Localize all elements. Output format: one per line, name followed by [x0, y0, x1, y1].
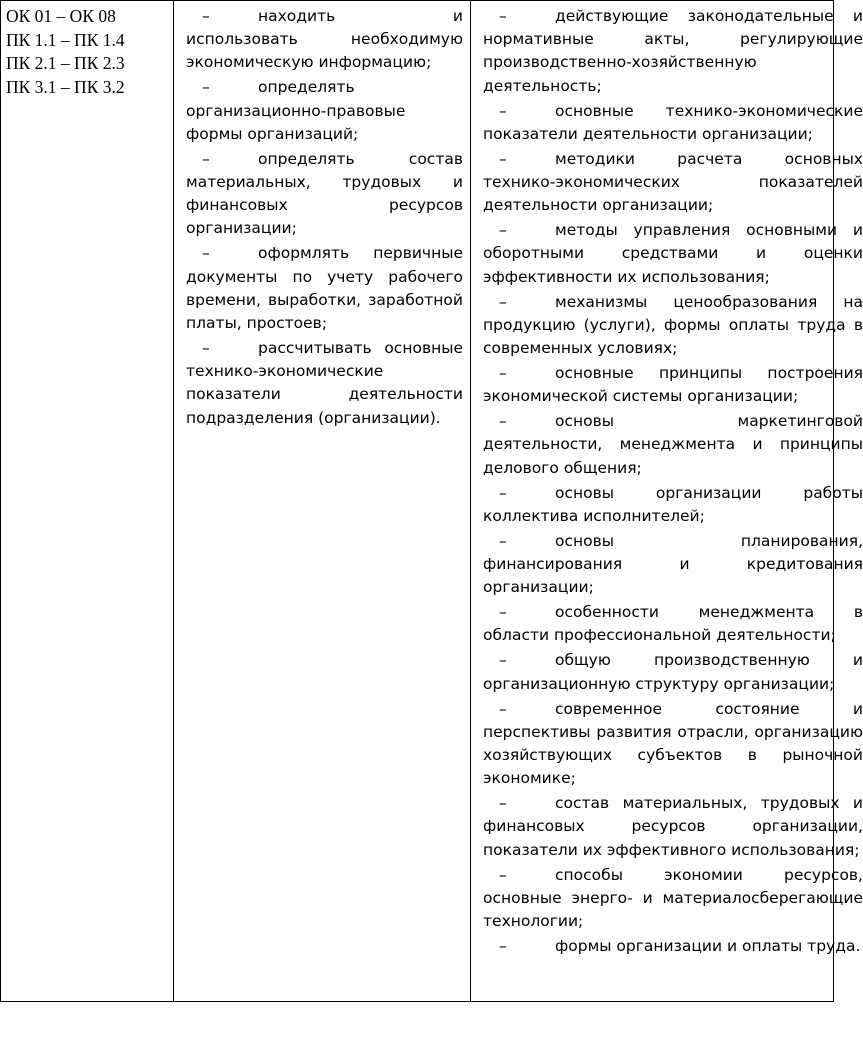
- list-item: [483, 792, 863, 862]
- competency-codes: [1, 1, 173, 99]
- list-item: [186, 5, 463, 75]
- table-row: [1, 1, 834, 1002]
- knowledge-list: [471, 1, 863, 958]
- list-item-text: общую производственную и организационную структуру организации;: [483, 651, 863, 693]
- list-item: [186, 242, 463, 335]
- skills-cell: [174, 1, 471, 1002]
- dash-bullet: –: [499, 483, 507, 502]
- list-item: [186, 337, 463, 430]
- code-line: ОК 01 – ОК 08: [6, 6, 116, 26]
- list-item: [483, 530, 863, 600]
- list-item-text: основы организации работы коллектива исполнителей;: [483, 483, 863, 525]
- knowledge-cell: [471, 1, 863, 1002]
- dash-bullet: –: [499, 794, 507, 813]
- list-item: [483, 100, 863, 146]
- list-item: [483, 362, 863, 408]
- dash-bullet: –: [202, 149, 210, 168]
- list-item-text: способы экономии ресурсов, основные энерго- и материалосберегающие технологии;: [483, 865, 863, 931]
- list-item: [483, 601, 863, 647]
- list-item: [483, 5, 863, 98]
- list-item-text: основы планирования, финансирования и кредитования организации;: [483, 531, 863, 597]
- list-item: [483, 410, 863, 480]
- dash-bullet: –: [499, 937, 507, 956]
- list-item-text: современное состояние и перспективы развития отрасли, организацию хозяйствующих субъектов в рыночной экономике;: [483, 699, 863, 788]
- dash-bullet: –: [202, 78, 210, 97]
- list-item: [483, 649, 863, 695]
- dash-bullet: –: [499, 699, 507, 718]
- code-line: ПК 3.1 – ПК 3.2: [6, 76, 125, 97]
- list-item-text: рассчитывать основные технико-экономические показатели деятельности подразделения (организации).: [186, 339, 463, 427]
- skills-list: [174, 1, 470, 430]
- list-item-text: определять организационно-правовые формы организаций;: [186, 78, 406, 143]
- codes-cell: [1, 1, 174, 1002]
- dash-bullet: –: [499, 221, 507, 240]
- list-item-text: основы маркетинговой деятельности, менеджмента и принципы делового общения;: [483, 412, 863, 477]
- dash-bullet: –: [499, 101, 507, 120]
- list-item: [483, 698, 863, 791]
- dash-bullet: –: [499, 412, 507, 431]
- list-item-text: особенности менеджмента в области профессиональной деятельности;: [483, 603, 863, 645]
- list-item-text: действующие законодательные и нормативные акты, регулирующие производственно-хозяйственную деятельность;: [483, 7, 863, 95]
- dash-bullet: –: [202, 244, 210, 263]
- list-item: [483, 148, 863, 218]
- list-item-text: основные технико-экономические показатели деятельности организации;: [483, 101, 863, 143]
- list-item: [483, 482, 863, 528]
- list-item-text: оформлять первичные документы по учету рабочего времени, выработки, заработной платы, простоев;: [186, 244, 463, 333]
- list-item-text: находить и использовать необходимую экономическую информацию;: [186, 7, 463, 72]
- list-item: [483, 935, 863, 958]
- code-line: ПК 1.1 – ПК 1.4: [6, 29, 125, 50]
- dash-bullet: –: [499, 603, 507, 622]
- list-item-text: формы организации и оплаты труда.: [555, 937, 861, 956]
- dash-bullet: –: [499, 651, 507, 670]
- dash-bullet: –: [499, 531, 507, 550]
- list-item: [186, 76, 463, 146]
- list-item-text: методы управления основными и оборотными средствами и оценки эффективности их использования;: [483, 221, 863, 286]
- list-item-text: методики расчета основных технико-экономических показателей деятельности организации;: [483, 149, 863, 215]
- list-item: [483, 291, 863, 361]
- dash-bullet: –: [499, 865, 507, 884]
- dash-bullet: –: [499, 292, 507, 311]
- list-item: [186, 148, 463, 241]
- dash-bullet: –: [499, 7, 507, 25]
- list-item: [483, 864, 863, 934]
- list-item-text: основные принципы построения экономической системы организации;: [483, 364, 863, 406]
- dash-bullet: –: [499, 149, 507, 168]
- list-item: [483, 219, 863, 289]
- list-item-text: механизмы ценообразования на продукцию (услуги), формы оплаты труда в современных условиях;: [483, 292, 863, 358]
- code-line: ПК 2.1 – ПК 2.3: [6, 53, 125, 73]
- dash-bullet: –: [202, 339, 210, 358]
- list-item-text: определять состав материальных, трудовых и финансовых ресурсов организации;: [186, 149, 463, 238]
- dash-bullet: –: [202, 7, 210, 25]
- dash-bullet: –: [499, 364, 507, 383]
- list-item-text: состав материальных, трудовых и финансовых ресурсов организации, показатели их эффективного использования;: [483, 794, 863, 859]
